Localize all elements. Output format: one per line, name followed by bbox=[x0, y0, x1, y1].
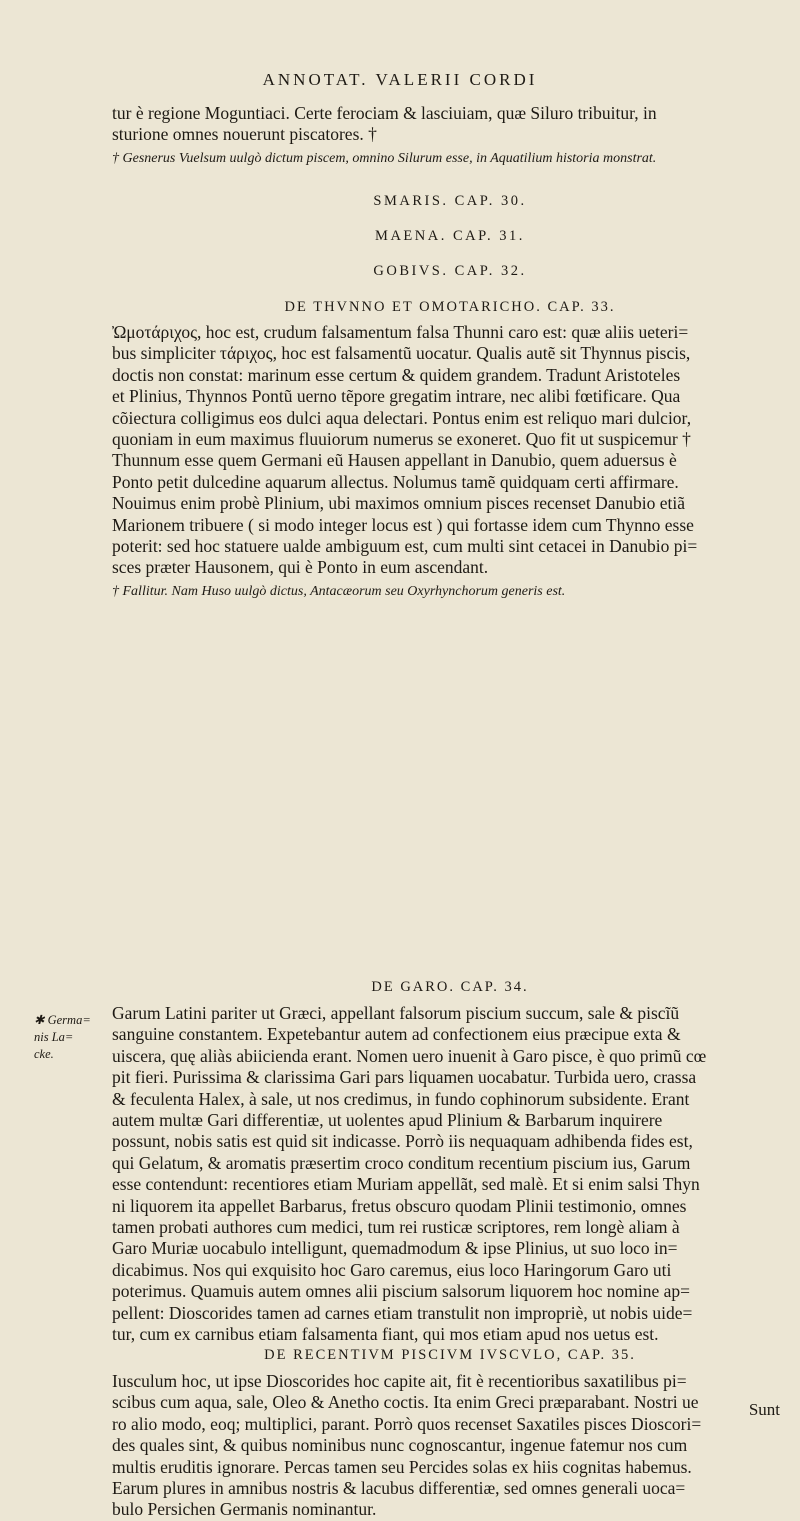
text-line: uiscera, quę aliàs abiicienda erant. Nomen uero inuenit à Garo pisce, è quo primũ cœ bbox=[112, 1045, 707, 1066]
margin-note-line: cke. bbox=[34, 1047, 54, 1061]
text-line: Ponto petit dulcedine aquarum allectus. Nolumus tamẽ quidquam certi affirmare. bbox=[112, 471, 679, 492]
text-line: pellent: Dioscorides tamen ad carnes etiam transtulit non impropriè, ut nobis uide= bbox=[112, 1302, 693, 1323]
text-line: dicabimus. Nos qui exquisito hoc Garo caremus, eius loco Haringorum Garo uti bbox=[112, 1259, 672, 1280]
text-line: esse contendunt: recentiores etiam Muriam appellãt, sed malè. Et si enim salsi Thyn bbox=[112, 1174, 700, 1195]
text-line: et Plinius, Thynnos Pontũ uerno tẽpore gregatim intrare, nec alibi fœtificare. Qua bbox=[112, 386, 681, 407]
text-line: & feculenta Halex, à sale, ut nos credimus, in fundo cophinorum subsidente. Erant bbox=[112, 1088, 690, 1109]
text-line: bus simpliciter τάριχος, hoc est falsamentũ uocatur. Qualis autẽ sit Thynnus piscis, bbox=[112, 343, 691, 364]
text-line: cõiectura colligimus eos dulci aqua delectari. Pontus enim est reliquo mari dulcior, bbox=[112, 407, 692, 428]
text-line: Garum Latini pariter ut Græci, appellant falsorum piscium succum, sale & piscĩũ bbox=[112, 1003, 680, 1023]
margin-note-line: ✱ Germa= bbox=[34, 1013, 91, 1027]
text-line: sanguine constantem. Expetebantur autem ad confectionem eius præcipue exta & bbox=[112, 1024, 681, 1045]
margin-note-line: nis La= bbox=[34, 1030, 74, 1044]
chapter-heading-garum: DE GARO. CAP. 34. bbox=[371, 979, 529, 995]
text-line: Earum plures in amnibus nostris & lacubus differentiæ, sed omnes generali uoca= bbox=[112, 1478, 686, 1499]
text-line: sturione omnes nouerunt piscatores. † bbox=[112, 124, 377, 145]
text-line: sces præter Hausonem, qui è Ponto in eum ascendant. bbox=[112, 557, 489, 578]
text-line: Thunnum esse quem Germani eũ Hausen appellant in Danubio, quem aduersus è bbox=[112, 450, 677, 471]
text-line: doctis non constat: marinum esse certum & quidem grandem. Tradunt Aristoteles bbox=[112, 364, 681, 385]
text-line: Ὠμοτάριχος, hoc est, crudum falsamentum falsa Thunni caro est: quæ aliis ueteri= bbox=[112, 322, 689, 342]
text-line: des quales sint, & quibus nominibus nunc cognoscantur, ingenue fatemur nos cum bbox=[112, 1435, 688, 1456]
text-line: poterimus. Quamuis autem omnes alii piscium salsorum liquorem hoc nomine ap= bbox=[112, 1281, 691, 1302]
text-line: Garo Muriæ uocabulo intelligunt, quemadmodum & ipse Plinius, ut suo loco in= bbox=[112, 1238, 678, 1259]
text-line: Nouimus enim probè Plinium, ubi maximos omnium pisces recenset Danubio etiã bbox=[112, 493, 686, 514]
chapter-heading-smaris: SMARIS. CAP. 30. bbox=[373, 193, 527, 209]
chapter-heading-maena: MAENA. CAP. 31. bbox=[375, 228, 525, 244]
text-line: quoniam in eum maximus fluuiorum numerus se exoneret. Quo fit ut suspicemur † bbox=[112, 429, 691, 450]
text-line: Iusculum hoc, ut ipse Dioscorides hoc capite ait, fit è recentioribus saxatilibus pi= bbox=[112, 1371, 687, 1391]
text-line: bulo Persichen Germanis nominantur. bbox=[112, 1499, 377, 1520]
footnote-huso: † Fallitur. Nam Huso uulgò dictus, Antacæorum seu Oxyrhynchorum generis est. bbox=[112, 583, 566, 599]
text-line: pit fieri. Purissima & clarissima Gari pars liquamen uocabatur. Turbida uero, crassa bbox=[112, 1067, 697, 1088]
chapter-heading-gobius: GOBIVS. CAP. 32. bbox=[373, 263, 527, 279]
text-line: multis eruditis ignorare. Percas tamen seu Percides solas ex hiis cognitas habemus. bbox=[112, 1456, 692, 1477]
chapter-heading-iusculum: DE RECENTIVM PISCIVM IVSCVLO, CAP. 35. bbox=[264, 1347, 636, 1363]
text-line: autem multæ Gari differentiæ, ut uolentes apud Plinium & Barbarum inquirere bbox=[112, 1110, 663, 1131]
text-line: tur, cum ex carnibus etiam falsamenta fiant, qui mos etiam apud nos uetus est. bbox=[112, 1324, 659, 1345]
text-line: scibus cum aqua, sale, Oleo & Anetho coctis. Ita enim Greci præparabant. Nostri ue bbox=[112, 1392, 699, 1413]
catchword: Sunt bbox=[748, 1400, 780, 1419]
running-header: ANNOTAT. VALERII CORDI bbox=[262, 70, 538, 89]
text-line: tamen probati authores cum medici, tum rei rusticæ scriptores, rem longè aliam à bbox=[112, 1217, 680, 1238]
text-line: Marionem tribuere ( si modo integer locus est ) qui fortasse idem cum Thynno esse bbox=[112, 514, 694, 535]
text-line: ni liquorem ita appellet Barbarus, fretus obscuro quodam Plinii testimonio, omnes bbox=[112, 1195, 687, 1216]
text-line: ro alio modo, eoq; multiplici, parant. Porrò quos recenset Saxatiles pisces Dioscori= bbox=[112, 1413, 702, 1434]
text-line: poterit: sed hoc statuere ualde ambiguum est, cum multi sint cetacei in Danubio pi= bbox=[112, 536, 698, 557]
text-line: possunt, nobis satis est quid sit indicasse. Porrò iis nequaquam adhibenda fides est, bbox=[112, 1131, 693, 1152]
chapter-heading-thunnus: DE THVNNO ET OMOTARICHO. CAP. 33. bbox=[284, 299, 616, 315]
text-line: tur è regione Moguntiaci. Certe ferociam & lasciuiam, quæ Siluro tribuitur, in bbox=[112, 103, 657, 123]
text-line: qui Gelatum, & aromatis præsertim croco conditum recentium piscium ius, Garum bbox=[112, 1152, 691, 1173]
footnote-silurus: † Gesnerus Vuelsum uulgò dictum piscem, omnino Silurum esse, in Aquatilium historia monstrat. bbox=[112, 150, 657, 166]
